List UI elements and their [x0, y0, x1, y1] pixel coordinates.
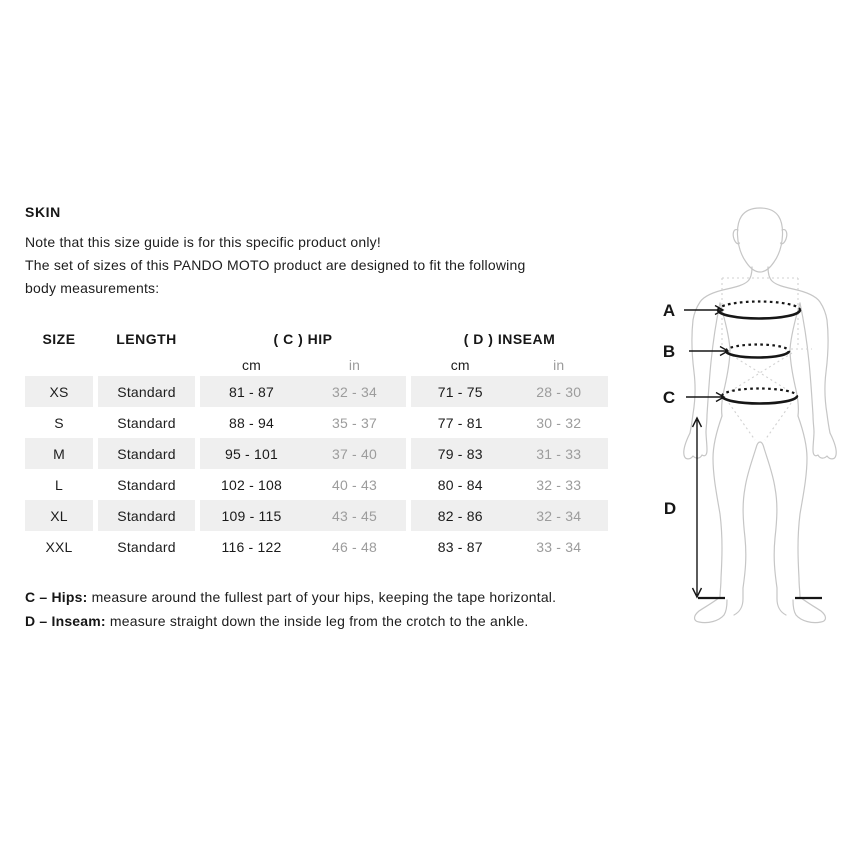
inseam-units	[411, 354, 608, 376]
measurement-notes	[25, 585, 556, 633]
hip-values	[200, 500, 406, 531]
arrow-c	[686, 393, 724, 402]
inseam-cm-value: 82 - 86	[437, 507, 483, 524]
measure-ellipse-b	[726, 345, 789, 358]
length-value: Standard	[117, 538, 176, 555]
note-hips-label: C – Hips:	[25, 589, 88, 605]
inseam-in-value: 31 - 33	[536, 445, 582, 462]
table-row-xs	[25, 376, 608, 407]
label-a: A	[662, 301, 676, 320]
inseam-values	[411, 376, 608, 407]
inseam-cm-value: 71 - 75	[437, 383, 483, 400]
units-spacer	[98, 354, 195, 376]
measure-ellipse-a	[718, 302, 800, 319]
table-units-row	[25, 354, 608, 376]
inseam-cm-value: 79 - 83	[437, 445, 483, 462]
hip-in-value: 46 - 48	[332, 538, 377, 555]
hip-cm-value: 95 - 101	[225, 445, 278, 462]
column-header-inseam: ( D ) INSEAM	[463, 331, 556, 347]
note-inseam	[25, 609, 556, 633]
size-value: XS	[25, 376, 93, 407]
intro-text	[25, 231, 615, 300]
note-hips-text: measure around the fullest part of your hips, keeping the tape horizontal.	[87, 589, 557, 605]
table-row-s	[25, 407, 608, 438]
hip-cm-value: 116 - 122	[221, 538, 282, 555]
hip-in-value: 43 - 45	[332, 507, 377, 524]
size-value: XL	[25, 500, 93, 531]
size-value: M	[25, 438, 93, 469]
inseam-in-value: 32 - 33	[536, 476, 582, 493]
inseam-values	[411, 500, 608, 531]
column-header-size: SIZE	[42, 331, 76, 347]
length-value: Standard	[117, 476, 176, 493]
body-measurement-diagram	[638, 192, 850, 652]
inseam-unit-in: in	[553, 357, 565, 373]
length-value: Standard	[98, 438, 195, 469]
hip-in-value: 37 - 40	[332, 445, 377, 462]
size-table	[25, 331, 608, 562]
inseam-cm-value: 77 - 81	[437, 414, 483, 431]
hip-units	[200, 354, 406, 376]
figure-outline	[684, 208, 836, 623]
inseam-cm-value: 80 - 84	[437, 476, 483, 493]
hip-values	[200, 531, 406, 562]
note-hips	[25, 585, 556, 609]
label-b: B	[662, 342, 676, 361]
hip-unit-cm: cm	[241, 357, 262, 373]
hip-in-value: 32 - 34	[332, 383, 377, 400]
label-d: D	[663, 499, 677, 518]
inseam-values	[411, 438, 608, 469]
arrow-b	[689, 347, 728, 356]
inseam-values	[411, 531, 608, 562]
hip-in-value: 35 - 37	[332, 414, 377, 431]
table-row-xxl	[25, 531, 608, 562]
note-inseam-text: measure straight down the inside leg from the crotch to the ankle.	[105, 613, 529, 629]
inseam-in-value: 30 - 32	[536, 414, 582, 431]
intro-line-2: The set of sizes of this PANDO MOTO product are designed to fit the following	[25, 257, 526, 273]
arrow-a	[684, 306, 723, 315]
length-value: Standard	[98, 376, 195, 407]
hip-values	[200, 438, 406, 469]
hip-in-value: 40 - 43	[332, 476, 377, 493]
size-value: S	[54, 414, 64, 431]
table-row-l	[25, 469, 608, 500]
inseam-values	[411, 407, 608, 438]
length-value: Standard	[117, 414, 176, 431]
inseam-values	[411, 469, 608, 500]
hip-cm-value: 102 - 108	[221, 476, 282, 493]
hip-values	[200, 407, 406, 438]
note-inseam-label: D – Inseam:	[25, 613, 106, 629]
inseam-in-value: 33 - 34	[536, 538, 582, 555]
arrow-d-inseam	[693, 418, 702, 597]
column-header-length: LENGTH	[116, 331, 177, 347]
inseam-in-value: 32 - 34	[536, 507, 582, 524]
hip-values	[200, 469, 406, 500]
size-value: XXL	[45, 538, 73, 555]
page-title: SKIN	[25, 204, 61, 220]
table-row-xl	[25, 500, 608, 531]
measure-ellipse-c	[722, 389, 797, 404]
column-header-hip: ( C ) HIP	[273, 331, 333, 347]
hip-cm-value: 81 - 87	[229, 383, 274, 400]
intro-line-1: Note that this size guide is for this specific product only!	[25, 234, 381, 250]
inseam-unit-cm: cm	[450, 357, 470, 373]
length-value: Standard	[98, 500, 195, 531]
label-c: C	[662, 388, 676, 407]
hip-values	[200, 376, 406, 407]
hip-unit-in: in	[348, 357, 361, 373]
hip-cm-value: 88 - 94	[229, 414, 274, 431]
table-row-m	[25, 438, 608, 469]
inseam-in-value: 28 - 30	[536, 383, 582, 400]
table-header-row	[25, 331, 608, 354]
inseam-cm-value: 83 - 87	[437, 538, 483, 555]
intro-line-3: body measurements:	[25, 280, 160, 296]
hip-cm-value: 109 - 115	[221, 507, 282, 524]
size-value: L	[55, 476, 63, 493]
units-spacer	[25, 354, 93, 376]
